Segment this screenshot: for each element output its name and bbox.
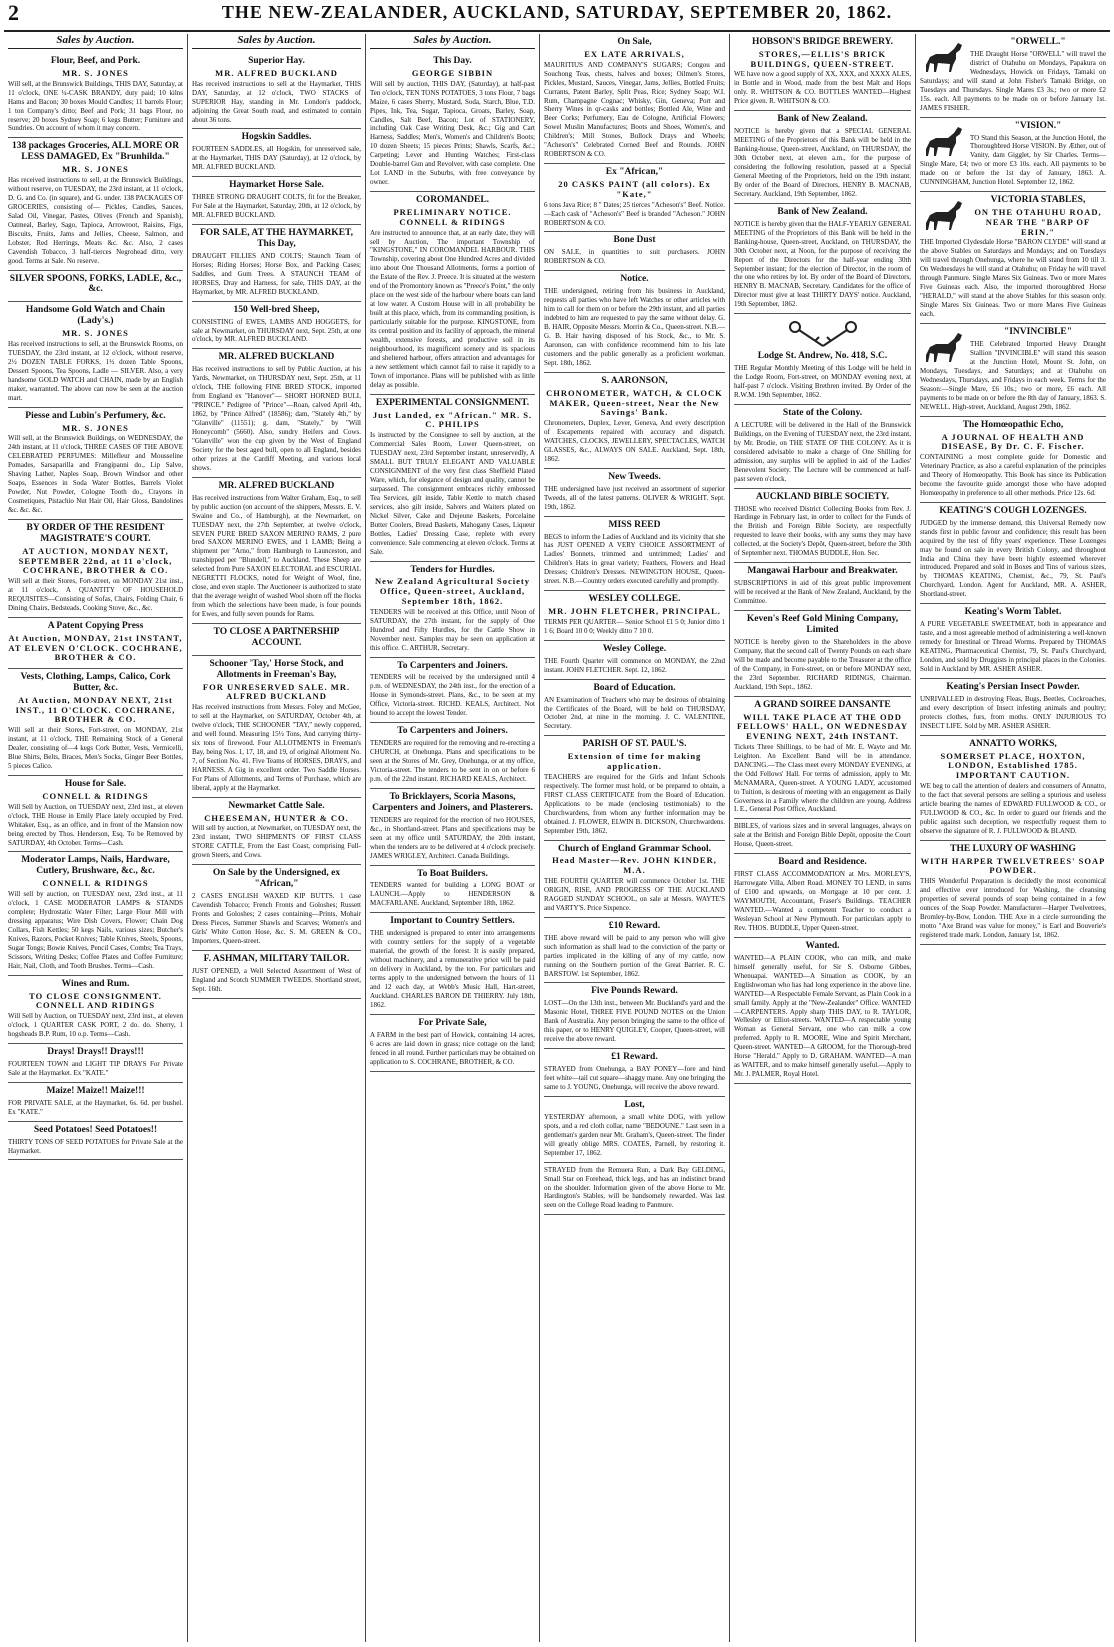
ad-body: BEGS to inform the Ladies of Auckland and its vicinity that she has JUST OPENED A VERY CHOICE ASSORTMENT of Ladies' Bonnets, trimmed and untrimmed; Ladies' and Children's Hats in great variety; Feathers, Flowers and Head Dresses; Children's Dresses. NEWINGTON HOUSE, Queen-street. N.B.—Country orders executed carefully and promptly. (544, 532, 725, 586)
ad-subtitle: MR. S. JONES (62, 164, 129, 175)
advertisement (544, 373, 725, 469)
advertisement (192, 624, 361, 656)
ad-title: Notice. (620, 274, 649, 285)
advertisement (370, 866, 535, 914)
ad-title: MISS REED (608, 519, 661, 530)
column-3 (366, 34, 540, 1642)
ad-title: Piesse and Lubin's Perfumery, &c. (25, 410, 166, 421)
ad-body: JUST OPENED, a Well Selected Assortment of West of England and Scotch SUMMER TWEEDS. Shortland street, Sept. 16th. (192, 966, 361, 993)
ad-title: Important to Country Settlers. (390, 916, 515, 927)
ad-title: Lodge St. Andrew, No. 418, S.C. (757, 351, 888, 362)
advertisement (544, 469, 725, 517)
advertisement (734, 854, 911, 938)
ad-title: Moderator Lamps, Nails, Hardware, Cutlery, Brushware, &c., &c. (21, 855, 170, 877)
advertisement (8, 618, 183, 669)
column-header: Sales by Auction. (8, 34, 183, 49)
ad-subtitle: MR. S. JONES (62, 422, 129, 433)
advertisement (192, 177, 361, 225)
ad-body: CONSISTING of EWES, LAMBS AND HOGGETS, for sale at Newmarket, on THURSDAY next, Sept. 25th, at one o'clock, by MR. ALFRED BUCKLAND. (192, 317, 361, 344)
ad-title: A Patent Copying Press (47, 620, 144, 631)
ad-body: Tickets Three Shillings, to be had of Mr. E. Wayte and Mr. Leighton. An Excellent Band will be in attendance. DANCING.—The Class meet every MONDAY EVENING, at the Odd Fellows' Hall. For terms of admission, apply to Mr. McNAMARA, Queen-street. A YOUNG LADY, accustomed to Tuition, is desirous of meeting with an engagement as Daily Governess in a Family where the children are young. Address I. E., General Post Office, Auckland. (734, 742, 911, 814)
ad-subtitle: TO CLOSE CONSIGNMENT. CONNELL AND RIDINGS (29, 990, 162, 1011)
ad-body: THIS Wonderful Preparation is decidedly the most economical and effective ever introduced for Washing, the cleansing properties of several pounds of soap being contained in a few ounces of the Soap Powder. Manufacturer—Harper Twelvetrees, Bromley-by-Bow, London. THE Axe in a circle surrounding the motto "Axe Brand was value for money," is Earl and Bouverie's registered trade mark. London, January 1st, 1862. (920, 877, 1106, 939)
ad-subtitle: Just Landed, ex "African." MR. S. C. PHILIPS (372, 409, 533, 430)
advertisement (8, 53, 183, 138)
ad-body: THE Regular Monthly Meeting of this Lodge will be held in the Lodge Room, Fort-street, on MONDAY evening next, at half-past 7 o'clock. Visiting Brethren invited. By Order of the R.W.M. 19th September, 1862. (734, 364, 911, 400)
advertisement (8, 408, 183, 520)
advertisement (544, 1097, 725, 1163)
ad-body: DRAUGHT FILLIES AND COLTS; Staunch Team of Horses; Riding Horses; Horse Box, and Packing Cases; Saddles, and Gum Trees. A STAUNCH TEAM of HORSES, Dray and Harness, for sale, THIS DAY, at the Haymarket, by MR. ALFRED BUCKLAND. (192, 251, 361, 296)
ad-body: THE undersigned, retiring from his business in Auckland, requests all parties who have left Watches or other articles with him to call for them on or before the 29th instant, and all parties indebted to him are requested to pay the same without delay. G. B. HAIR, Opposite Messrs. Morrin & Co., Queen-street. N.B.—G. B. Hair having disposed of his Stock, &c., to Mr. S. Aaronson, can with confidence recommend him to his late customers and the public generally as a proficient workman. Sept. 18th, 1862. (544, 287, 725, 367)
ad-body: TENDERS are required for the erection of two HOUSES, &c., in Shortland-street. Plans and specifications may be seen at my office until SATURDAY, the 20th instant, when the tenders are to be delivered at 4 o'clock precisely. JAMES WRIGLEY, Architect. Canada Buildings. (370, 815, 535, 860)
ad-body: WE beg to call the attention of dealers and consumers of Annatto, to the fact that several persons are selling a spurious and useless article bearing the names of EDWARD FULLWOOD & CO., or FULLWOOD & CO., &c. In order to guard our friends and the public against such deception, we respectfully request them to observe the signature of R. J. FULLWOOD & BLAND. (920, 781, 1106, 835)
advertisement (734, 489, 911, 564)
ad-subtitle: Head Master—Rev. JOHN KINDER, M.A. (552, 855, 717, 876)
ad-subtitle: MR. S. JONES (62, 328, 129, 339)
ad-title: "VISION." (1014, 120, 1062, 131)
ad-body: NOTICE is hereby given that the HALF-YEARLY GENERAL MEETING of the Proprietors of this Bank will be held in the Banking-house, Queen-street, Auckland, on THURSDAY, the 30th October next, at Noon, for the purpose of receiving the Report of the Directors for the half-year ending 30th September instant; for the election of Director, in the room of the one who retires by lot. By order of the Board of Directors, HENRY B. MACNAB, Secretary. Candidates for the office of Director must give at least THIRTY DAYS' notice. Auckland, 19th September, 1862. (734, 219, 911, 309)
advertisement (734, 563, 911, 611)
advertisement (192, 302, 361, 350)
ad-body: Will sell, at the Brunswick Buildings, on WEDNESDAY, the 24th instant, at 11 o'clock, THREE CASES OF THE ABOVE CELEBRATED PERFUMES: Millefleur and Mousseline Pomades, Sarsaparilla and Frangipanni do., Lip Salve, Shaving Lather, Naples Soap, Brown Windsor and other Soaps, Essences in Soda Water Bottles, Barrels Violet Powder, Nut Powder, Cologne Tooth do., Crayons in Cosmetiques, Pistachio Nut Hair Oil, Hair Gloss, Bandolines &c. &c. &c. (8, 434, 183, 514)
crossed-keys-icon (734, 319, 911, 349)
advertisement (192, 129, 361, 177)
advertisement (920, 503, 1106, 605)
ad-body: TENDERS will be received at this Office, until Noon of SATURDAY, the 27th instant, for the supply of One Hundred and Fifty Hurdles, for the Cattle Show in November next. Samples may be seen on application at this office. C. ARTHUR, Secretary. (370, 607, 535, 652)
advertisement (370, 192, 535, 395)
ad-subtitle: MR. JOHN FLETCHER, PRINCIPAL. (548, 606, 721, 617)
page-number: 2 (8, 0, 19, 25)
ad-body: TERMS PER QUARTER— Senior School £1 5 0; Junior ditto 1 1 6; Board 10 0 0; Weekly ditto 7 10 0. (544, 617, 725, 635)
ad-body: THE Celebrated Imported Heavy Draught Stallion "INVINCIBLE" will stand this season at the Junction Hotel, Mount St. John, on Mondays, Tuesdays, and Saturdays; and at Otahuhu on Wednesdays, Thursdays, and Fridays in each week. Terms for the Season:—Single Mare, £6 10s.; two or more, £6 each. All payments to be made on or before the 8th day of January, 1863. S. NEWELL. High-street, Auckland, August 29th, 1862. (920, 339, 1106, 411)
ad-body: Has received instructions from Messrs. Foley and McGee, to sell at the Haymarket, on SATURDAY, October 4th, at twelve o'clock, THE SCHOONER "TAY," newly coppered, and well found. Measuring 15½ Tons, And carrying thirty-six tons of firewood. Four ALLOTMENTS in Freeman's Bay, being Nos. 1, 17, 18, and 19, of original Allotment No. 7, of Section No. 41. Five Teams of HORSES, DRAYS, and HARNESS. A Gig in excellent order. Two Saddle Horses. For Plans of Allotments, and Terms of Purchase, which are liberal, apply at the Haymarket. (192, 703, 361, 792)
ad-title: AUCKLAND BIBLE SOCIETY. (756, 491, 889, 502)
ad-title: For Private Sale, (418, 1017, 487, 1028)
ad-title: To Boat Builders. (417, 868, 488, 879)
ad-subtitle: CONNELL & RIDINGS (42, 790, 149, 801)
advertisement (920, 324, 1106, 417)
advertisement (8, 520, 183, 618)
ad-title: Bank of New Zealand. (777, 206, 868, 217)
column-4 (540, 34, 730, 1642)
ad-title: Lost, (624, 1099, 645, 1110)
ad-body: A FARM in the best part of Howick, containing 14 acres, 6 acres are laid down in grass; nice cottage on the land; fenced in all round. Further particulars may be obtained on application to S. COCHRANE, BROTHER, & CO. (370, 1030, 535, 1066)
column-header: Sales by Auction. (370, 34, 535, 49)
ad-title: Church of England Grammar School. (558, 843, 711, 854)
ad-body: THE Imported Clydesdale Horse "BARON CLYDE" will stand at the above Stables on Saturdays and Mondays; and on Tuesdays will travel through Onehunga, where he will stand from 10 till 3. On Wednesdays he will stand at Otahuhu; on Friday he will travel through Panmure. Single Mares Six Guineas. Two or more Mares Five Guineas each. Also, the imported thoroughbred Horse "HERALD," will stand at the above Stables for this season only. Single Mares Six Guineas. Two or more Mares Five Guineas each. (920, 238, 1106, 319)
ad-subtitle: AT AUCTION, MONDAY NEXT, SEPTEMBER 22nd, at 11 o'clock, COCHRANE, BROTHER & CO. (18, 545, 173, 576)
advertisement (920, 34, 1106, 118)
advertisement (734, 938, 911, 1084)
ad-subtitle: At Auction, MONDAY NEXT, 21st INST., 11 O'CLOCK. COCHRANE, BROTHER & CO. (15, 694, 176, 725)
advertisement (734, 34, 911, 111)
advertisement (544, 164, 725, 232)
advertisement (544, 271, 725, 373)
advertisement (8, 138, 183, 270)
ad-title: To Carpenters and Joiners. (397, 726, 508, 737)
advertisement (8, 669, 183, 776)
ad-body: THIRTY TONS OF SEED POTATOES for Private Sale at the Haymarket. (8, 1137, 183, 1155)
advertisement (544, 841, 725, 918)
ad-body: FOURTEEN TOWN and LIGHT TIP DRAYS For Private Sale at the Haymarket. Ex "KATE." (8, 1059, 183, 1077)
columns (4, 34, 1110, 1642)
advertisement (8, 976, 183, 1044)
ad-body: UNRIVALLED in destroying Fleas, Bugs, Beetles, Cockroaches, and every description of Insect infesting animals and poultry; protects clothes, furs, from moths. ONLY INJURIOUS TO INSECT LIFE. Sold by MR. ASHER ASHER. (920, 694, 1106, 730)
ad-title: Newmarket Cattle Sale. (228, 800, 325, 811)
ad-subtitle: GEORGE SIBBIN (411, 67, 494, 78)
ad-body: AN Examination of Teachers who may be desirous of obtaining the Certificates of the Board, will be held on THURSDAY, October 2nd, at nine in the morning. J. C. VALENTINE, Secretary. (544, 695, 725, 731)
ad-body: WANTED—A PLAIN COOK, who can milk, and make himself generally useful, for Sir S. Osborne Gibbes, Whenuapai. WANTED—A Situation as COOK, by an Englishwoman who has had long experience in the above line. WANTED—A Respectable Female Servant, as Plain Cook in a small family. Apply at the "New-Zealander" Office. WANTED—CARPENTERS. Apply sharp THIS DAY, to R. TAYLOR, Wellesley or Elliot-streets. WANTED—A respectable young Woman as General Servant, one who can milk a cow preferred. Apply to R. MOORE, Wine and Spirit Merchant, Queen-street. WANTED—A GROOM, for the Thorough-bred Horse "Herald." Apply to D. GRAHAM. WANTED—A man as WAITER, and to make himself generally useful.—Apply to Mr. J. PALMER, Royal Hotel. (734, 953, 911, 1079)
ad-title: Bone Dust (613, 235, 656, 246)
ad-title: Board of Education. (593, 682, 676, 693)
ad-subtitle: Extension of time for making application. (567, 751, 702, 772)
advertisement (544, 1163, 725, 1216)
ad-body: FIRST CLASS ACCOMMODATION at Mrs. MORLEY'S, Harrowgate Villa, Albert Road. MONEY TO LEND, in sums of £100 and upwards, on Mortgage at 10 per cent. J. WAYMOUTH, Accountant, Fraser's Buildings. TEACHER WANTED.—Wanted a competent Teacher to conduct a Wesleyan School at New Plymouth. For particulars apply to Rev. THOS. BUDDLE, Upper Queen-street. (734, 870, 911, 932)
ad-title: Keating's Persian Insect Powder. (946, 681, 1080, 692)
ad-body: THE Fourth Quarter will commence on MONDAY, the 22nd instant. JOHN FLETCHER. Sept. 12, 1862. (544, 656, 725, 674)
ad-title: Flour, Beef, and Pork. (50, 56, 141, 66)
ad-subtitle: SOMERSET PLACE, HOXTON, LONDON, Established 1785. IMPORTANT CAUTION. (940, 750, 1086, 781)
ad-body: THOSE who received District Collecting Books from Rev. J. Hardinge in February last, in order to collect for the Funds of the British and Foreign Bible Society, are respectfully requested to leave their books, with any sums they may have collected, at the Society's Depôt, Queen-street, before the 30th of September next. THOMAS BUDDLE, Hon. Sec. (734, 504, 911, 558)
ad-title: ANNATTO WORKS, (969, 738, 1057, 749)
ad-subtitle: FOR UNRESERVED SALE. MR. ALFRED BUCKLAND (202, 681, 351, 702)
ad-title: Wesley College. (602, 643, 667, 654)
ad-title: State of the Colony. (782, 408, 863, 418)
ad-subtitle: EX LATE ARRIVALS, (584, 48, 685, 59)
advertisement (192, 656, 361, 798)
ad-subtitle: At Auction, MONDAY, 21st INSTANT, AT ELEVEN O'CLOCK. COCHRANE, BROTHER & CO. (8, 632, 183, 663)
ad-body: A PURE VEGETABLE SWEETMEAT, both in appearance and taste, and a most agreeable method of administering a well-known remedy for Intestinal or Thread Worms. Prepared by THOMAS KEATING, Pharmaceutical Chemist, 79, St. Paul's Churchyard, London, and sold by Druggists in principal places in the Colonies. Sold in Auckland by MR. ASHER ASHER. (920, 620, 1106, 673)
ad-title: "ORWELL." (1010, 37, 1066, 47)
masthead (4, 0, 1110, 32)
ad-title: Five Pounds Reward. (591, 986, 678, 997)
advertisement (734, 697, 911, 820)
ad-body: TENDERS will be received by the undersigned until 4 p.m. of WEDNESDAY, the 24th inst., for the erection of a House in Symonds-street. Plans, &c., to be seen at my Office, Victoria-street. RICHD. KEALS, Architect. Not bound to accept the lowest Tender. (370, 673, 535, 718)
ad-title: Wines and Rum. (61, 978, 130, 989)
ad-body: THE above reward will be paid to any person who will give such information as shall lead to the conviction of the party or parties implicated in the killing of any of my cattle, now running on the Southern portion of the Great Barrier. R. C. BARSTOW. 1st September, 1862. (544, 933, 725, 978)
ad-body: JUDGED by the immense demand, this Universal Remedy now stands first in public favour and confidence; this result has been acquired by the test of fifty years' experience. These Lozenges may be found on sale in every British Colony, and throughout India and China they have been highly esteemed wherever introduced. Prepared and sold in Boxes and Tins of various sizes, by THOMAS KEATING, Chemist, &c., 79, St. Paul's Churchyard, London. Agent for Auckland, MR. A. ASHER, Shortland-street. (920, 518, 1106, 599)
ad-title: Mangawai Harbour and Breakwater. (747, 566, 898, 577)
ad-body: ON SALE, in quantities to suit purchasers. JOHN ROBERTSON & CO. (544, 248, 725, 266)
ad-title: A GRAND SOIREE DANSANTE (754, 699, 891, 710)
ad-title: SILVER SPOONS, FORKS, LADLE, &c., &c. (9, 273, 182, 295)
advertisement (8, 1044, 183, 1083)
ad-title: 150 Well-bred Sheep, (233, 304, 320, 315)
ad-title: The Homœopathic Echo, (962, 419, 1064, 430)
ad-title: Hogskin Saddles. (241, 132, 312, 143)
ad-subtitle: STORES,—ELLIS'S BRICK BUILDINGS, QUEEN-STREET. (750, 48, 895, 69)
ad-body: Chronometers, Duplex, Lever, Geneva, And every description of Escapements repaired with accuracy and dispatch. WATCHES, CLOCKS, JEWELLERY, SPECTACLES, WATCH GLASSES, &c., ALWAYS ON SALE. Auckland, Sept. 18th, 1862. (544, 419, 725, 463)
advertisement (192, 478, 361, 624)
advertisement (192, 53, 361, 129)
ad-body: Will Sell by Auction, on TUESDAY next, 23rd inst., at eleven o'clock, THE House in Emily Place lately occupied by Fred. Whitaker, Esq., as an office, and in front of the Mansion now being erected by Thos. Henderson, Esq. To be Removed by SATURDAY, 4th October. Terms—Cash. (8, 802, 183, 847)
ad-body: Will sell at their Stores, Fort-street, on MONDAY 21st inst., at 11 o'clock, A QUANTITY OF HOUSEHOLD REQUISITES—Consisting of Sofas, Chairs, Folding Chair, 6 Dining Chairs, Bedsteads, Cooking Stove, &c., &c. (8, 577, 183, 612)
ad-body: THREE STRONG DRAUGHT COLTS, fit for the Breaker, For Sale at the Haymarket, Saturday, 20th, at 12 o'clock, by MR. ALFRED BUCKLAND. (192, 193, 361, 220)
ad-subtitle: 20 CASKS PAINT (all colors). Ex "Kate," (558, 179, 711, 199)
advertisement (370, 913, 535, 1015)
ad-body: Will sell by auction, THIS DAY, (Saturday), at half-past Ten o'clock, TEN TONS POTATOES, 3 tons Flour, 7 bags Maize, 6 cases Sherry, Mustard, Soda, Starch, Blue, T.D. Pipes, Ink, Tea, Sugar, Tapioca, Groats, Barley, Soap, Candles, Salt Beef, Bacon; Lot of STATIONERY, including Oak Case Writing Desk, &c.; Gig and Cart Harness, Saddles; Men's, Women's and Children's Boots; 10 dozen Sheets; 15 pieces Prints; Shawls, Scarfs, &c.; Carpeting; Lever and Hunting Watches; First-class Double-barrel Gun and Revolver, with case complete. One Lot LAND in the Suburbs, with free conveyance by owner. (370, 79, 535, 187)
ad-body: Has received instructions to sell, at the Brunswick Buildings, without reserve, on TUESDAY, the 23rd instant, at 11 o'clock, D. G. and Co. (in square), and G. under. 138 PACKAGES OF GROCERIES, consisting of— Pickles, Candles, Sauces, Salad Oil, Vinegar, Pastes, Olives (French and Spanish), Oatmeal, Barley, Sago, Tapioca, Arrowroot, Raisins, Figs, Biscuits, Fruits, Jams and Jellies, Cheese, Salmon, and Lobster, Red Herrings, Meats &c. &c. Also, 2 cases Cavendish Tobacco, 3 half-tierces Negrohead ditto, very good. Terms at Sale. No reserve. (8, 176, 183, 265)
advertisement (734, 314, 911, 405)
ad-body: FOR PRIVATE SALE, at the Haymarket, 6s. 6d. per bushel. Ex "KATE." (8, 1098, 183, 1116)
ad-body: NOTICE is hereby given that a SPECIAL GENERAL MEETING of the Proprietors of this Bank will be held in the Banking-house, Queen-street, Auckland, on THURSDAY, the 30th October next, at eleven a.m., for the purpose of considering the following resolution, passed at a Special General Meeting of the Proprietors, held on the 19th instant. By order of the Board of Directors, HENRY B. MACNAB, Secretary. Auckland, 19th September, 1862. (734, 127, 911, 198)
ad-subtitle: ON THE OTAHUHU ROAD, NEAR THE "BARP OF ERIN." (974, 207, 1102, 237)
ad-body: THE Draught Horse "ORWELL" will travel the district of Otahuhu on Mondays, Papakura on Wednesdays, Howick on Fridays, Tamaki on Saturdays; and will stand at John Fisher's Tamaki Bridge, on Tuesdays and Thursdays. Single Mares £3 3s.; two or more £2 15s. each. All payments to be made on or before January 1st. JAMES FISHER. (920, 49, 1106, 112)
advertisement (734, 611, 911, 697)
ad-title: FOR SALE, AT THE HAYMARKET, This Day, (199, 228, 354, 249)
ad-title: WESLEY COLLEGE. (588, 594, 681, 605)
ad-title: To Carpenters and Joiners. (397, 660, 508, 671)
ad-body: TENDERS wanted for building a LONG BOAT or LAUNCH.—Apply to HENDERSON & MACFARLANE. Auckland, September 18th, 1862. (370, 881, 535, 908)
ad-title: EXPERIMENTAL CONSIGNMENT. (375, 397, 530, 408)
ad-body: 2 CASES ENGLISH WAXED KIP BUTTS. 1 case Cavendish Tobacco; French Fronts and Goloshes; Russett Fronts and Goloshes; 2 cases containing—Prints, Mohair Dress Pieces, Summer Shawls and Scarves; Women's and Girls' White Cotton Hose, &c. S. M. GREEN & CO., Importers, Queen-street. (192, 892, 361, 945)
ad-body: Will sell at their Stores, Fort-street, on MONDAY, 21st instant, at 11 o'clock, THE Remaining Stock of a General Dealer, consisting of—4 kegs Cork Butter, Vests, Vermicelli, Blue Shirts, Belts, Braces, Men's Socks, Ginger Beer Bottles, 5 pieces Calico. (8, 726, 183, 771)
ad-body: STRAYED from Onehunga, a BAY PONEY—fore and hind feet white—tail cut square—shaggy mane. Any one bringing the same to J. YOUNG, Onehunga, will receive the above reward. (544, 1065, 725, 1091)
ad-body: NOTICE is hereby given to the Shareholders in the above Company, that the second call of Twenty Pounds on each share will be made and become payable to the Treasurer at the office of the Company, in Fore-street, on or before MONDAY next, the 23rd September. RICHARD RIDINGS, Chairman. Auckland, 19th Sept., 1862. (734, 637, 911, 691)
ad-title: House for Sale. (64, 779, 127, 790)
ad-title: Wanted. (805, 940, 840, 951)
ad-body: CONTAINING a most complete guide for Domestic and Veterinary Practice, as also a careful explanation of the principles and Theory of Homœopathy. This Book has since its Publication become the favourite guide amongst those who have adopted Homœopathy in preference to all other methods. Price 12s. 6d. (920, 453, 1106, 497)
ad-body: FOURTEEN SADDLES, all Hogskin, for unreserved sale, at the Haymarket, THIS DAY (Saturday), at 12 o'clock, by MR. ALFRED BUCKLAND. (192, 145, 361, 172)
ad-body: Are instructed to announce that, at an early date, they will sell by Auction, The important Township of "KINGSTONE," IN COROMANDEL HARBOUR. THIS Township, covering about One Hundred Acres and divided into about One Thousand Allotments, forms a portion of the Estate of the Rev. J. Preece. It is situated at the western end of the Promontory known as "Preece's Point," the only place on the west side of the harbour where boats can land at low water. A Custom House will in all probability be built at this place, which, from its commanding position, is particularly suitable for the purpose. KINGSTONE, from its central position and its facility of approach, the mineral wealth, extensive forests, and productive soil in its neighbourhood, its magnificent scenery and its spacious and sheltered harbour, offers attraction and advantages for a new settlement which cannot fail to raise it rapidly to a Town of importance. Plans will be published with as little delay as possible. (370, 228, 535, 389)
column-6 (916, 34, 1110, 1642)
ad-subtitle: WILL TAKE PLACE AT THE ODD FELLOWS' HALL, ON WEDNESDAY EVENING NEXT, 24th INSTANT. (736, 711, 909, 742)
ad-title: On Sale by the Undersigned, ex "African," (212, 868, 341, 890)
ad-body: Has received instructions from Walter Graham, Esq., to sell by public auction (on account of the shippers, Messrs. E. V. Swaine and Co., of Hamburgh), at the Newmarket, on TUESDAY next, the 27th September, at twelve o'clock, SEVEN PURE BRED SAXON MERINO RAMS, 2 pure bred SAXON MERINO EWES, and 1 LAMB; Being a shipment per "Arno," from Hamburgh to Launceston, and transhipped per "Blundell," to Auckland. These Sheep are selected from Pure SAXON ELECTORAL and ESCURIAL NEGRETTI FLOCKS, noted for Weight of Wool, fine, close, and even staple. The Auctioneer is authorized to state that the average weight of washed Wool shorn off the flocks from which the selections have been made, is four pounds for Ewes, and fully seven pounds for Rams. (192, 493, 361, 619)
ad-body: Will sell by auction, at Newmarket, on TUESDAY next, the 23rd instant, TWO SHIPMENTS OF FIRST CLASS STORE CATTLE, From the East Coast, comprising Full-grown Steers, and Cows. (192, 824, 361, 860)
advertisement (370, 658, 535, 724)
ad-title: Keating's Worm Tablet. (964, 607, 1062, 618)
advertisement (734, 405, 911, 489)
ad-title: PARISH OF ST. PAUL'S. (582, 739, 687, 750)
ad-title: Ex "African," (605, 167, 664, 178)
advertisement (544, 34, 725, 164)
ad-title: BY ORDER OF THE RESIDENT MAGISTRATE'S COURT. (26, 522, 165, 544)
ad-body: Will Sell by Auction, on TUESDAY next, 23rd inst., at eleven o'clock, 1 QUARTER CASK PORT, 2 do. do. Sherry, 1 hogsheads B.P. Rum, 10 o.p. Terms—Cash. (8, 1012, 183, 1039)
advertisement (920, 604, 1106, 679)
advertisement (192, 951, 361, 999)
ad-title: MR. ALFRED BUCKLAND (218, 480, 335, 491)
ad-body: Has received instructions to sell, at the Brunswick Rooms, on TUESDAY, the 23rd instant, at 12 o'clock, without reserve, 2½ DOZEN TABLE FORKS, 1½ dozen Table Spoons, Dessert Spoons, Tea Spoons, Ladle — SILVER. Also, a very handsome GOLD WATCH and CHAIN, made by an English maker, warranted. The above can now be seen at the auction mart. (8, 340, 183, 402)
advertisement (370, 1015, 535, 1072)
ad-subtitle: A JOURNAL OF HEALTH AND DISEASE, By Dr. C. F. Fischer. (941, 431, 1085, 452)
ad-subtitle: CONNELL & RIDINGS (42, 878, 149, 889)
ad-title: THE LUXURY OF WASHING (950, 843, 1076, 854)
ad-title: "INVINCIBLE" (1003, 327, 1073, 338)
column-2 (188, 34, 366, 1642)
ad-subtitle: CHEESEMAN, HUNTER & CO. (204, 812, 349, 823)
advertisement (8, 271, 183, 303)
advertisement (370, 562, 535, 658)
ad-title: Handsome Gold Watch and Chain (Lady's.) (25, 305, 166, 327)
ad-title: S. AARONSON, (601, 375, 668, 386)
advertisement (8, 852, 183, 975)
advertisement (920, 417, 1106, 503)
ad-title: Seed Potatoes! Seed Potatoes!! (33, 1124, 158, 1135)
advertisement (734, 819, 911, 854)
ad-body: A LECTURE will be delivered in the Hall of the Brunswick Buildings, on the Evening of TUESDAY next, the 23rd instant, by Mr. Brodie, on THE STATE OF THE COLONY. As it is considered advisable to make a charge of One Shilling for admission, any surplus will be applied in aid of the Ladies' Benevolent Society. The Lecture will be commenced at half-past seven o'clock. (734, 420, 911, 483)
ad-title: £10 Reward. (608, 920, 661, 931)
advertisement (544, 1049, 725, 1097)
advertisement (544, 736, 725, 840)
ad-body: MAURITIUS AND COMPANY'S SUGARS; Congou and Souchong Teas, chests, halves and boxes; Oilmen's Stores, Pickles, Mustard, Sauces, Vinegar, Jams, Jellies, Bottled Fruits; Currants, Patent Barley, Split Peas, Rice; Sydney Soap; W.I. Rum, Champagne Cognac; Whisky, Gin, Geneva; Port and Sherry Wines in qr-casks and bottles; Bottled Ale, Wine and Beer Corks; Perfumery, Eau de Cologne, Artificial Flowers; Sowel Muslin Manufactures; Boots and Shoes, Women's, and Children's; Mill Stones, Bullock Drays and Wheels; "Acheson's" Celebrated Corned Beef and Rounds. JOHN ROBERTSON & CO. (544, 60, 725, 159)
advertisement (544, 983, 725, 1049)
advertisement (192, 349, 361, 477)
advertisement (544, 680, 725, 737)
ad-subtitle: CHRONOMETER, WATCH, & CLOCK MAKER, Queen-street, Near the New Savings' Bank. (546, 387, 723, 418)
ad-body: Has received instructions to sell at the Haymarket, THIS DAY, Saturday, at 12 o'clock, TWO STACKS of SUPERIOR Hay, standing in Mr. London's paddock, adjoining the Great South road, and estimated to contain about 36 tons. (192, 79, 361, 124)
advertisement (370, 723, 535, 789)
advertisement (8, 302, 183, 407)
ad-title: On Sale, (617, 37, 652, 47)
ad-title: Schooner 'Tay,' Horse Stock, and Allotments in Freeman's Bay, (209, 658, 344, 680)
advertisement (192, 225, 361, 302)
ad-body: Has received instructions to sell by Public Auction, at his Yards, Newmarket, on THURSDAY next, Sept. 25th, at 11 o'clock, THE following FINE BRED STOCK, imported from England ex "Hanover"— SHORT HORNED BULL "PRINCE." Pedigree of "Prince"—Roan, calved April 4th, 1862, by "Prince Alfred" (18586); dam, "Stately 4th," by "Glanville" (11551); g. dam, "Stately," by "Will Honeycomb" (5660). Also, sundry Heifers and Cows. "Glanville" won the cup given by the West of England Society for the best aged bull, open to all England, besides other prizes at the Cardiff Meeting, and various local shows. (192, 365, 361, 472)
column-header: Sales by Auction. (192, 34, 361, 49)
ad-title: Superior Hay. (248, 56, 305, 66)
advertisement (544, 591, 725, 641)
ad-subtitle: New Zealand Agricultural Society Office, Queen-street, Auckland, September 18th, 1862. (374, 576, 530, 606)
ad-body: BIBLES, of various sizes and in several languages, always on sale at the British and Foreign Bible Depôt, opposite the Court House, Queen-street. (734, 822, 911, 849)
advertisement (544, 641, 725, 680)
advertisement (920, 118, 1106, 193)
ad-body: SUBSCRIPTIONS in aid of this great public improvement will be received at the Bank of New Zealand, Auckland, by the Committee. (734, 579, 911, 606)
ad-title: New Tweeds. (608, 471, 661, 482)
ad-body: 6 tons Java Rice; 8 " Dates; 25 tierces "Acheson's" Beef. Notice.—Each cask of "Acheson's" Beef is branded "Acheson." JOHN ROBERTSON & CO. (544, 200, 725, 227)
advertisement (920, 736, 1106, 841)
ad-body: TO Stand this Season, at the Junction Hotel, the Thoroughbred Horse VISION. By Æther, out of Vanity, dam Gigglet, by Sir Charles. Terms—Single Mare, £4; two or more £3 10s. each. All payments to be made on or before the 1st day of January, 1863. A. CUNNINGHAM, Junction Hotel. September 12, 1862. (920, 133, 1106, 187)
ad-body: STRAYED from the Remuera Run, a Dark Bay GELDING, Small Star on Forehead, thick legs, and has an indistinct brand on the shoulder. Information given of the above Horse to Mr. Hardington's Stables, will be handsomely rewarded. Was last seen on the College Road leading to Panmure. (544, 1165, 725, 1210)
advertisement (544, 918, 725, 984)
advertisement (920, 192, 1106, 324)
ad-title: 138 packages Groceries, ALL MORE OR LESS DAMAGED, Ex "Brunhilda." (11, 141, 180, 163)
column-5 (730, 34, 916, 1642)
ad-title: To Bricklayers, Scoria Masons, Carpenters and Joiners, and Plasterers. (372, 791, 533, 813)
ad-title: Board and Residence. (778, 857, 867, 868)
ad-title: COROMANDEL. (415, 195, 490, 206)
ad-title: £1 Reward. (611, 1052, 658, 1063)
ad-body: Will sell by auction, on TUESDAY next, 23rd inst., at 11 o'clock, 1 CASE MODERATOR LAMPS & STANDS complete; Hydrostatic Water Filter; Large Flour Mill with dressing apparatus; Wire Dish Covers, Flower; Chain Dog Collars, Fish Kettles; 50 kegs Nails, various sizes; Butcher's Knives, Razors, Pocket Knives; Table Knives, Steels, Spoons, Sugar Tongs; Bowie Knives, Pencil Cases, Combs; Tea Trays, Scissors, Writing Desks; Coffee Plates and Coffee Furniture; Hair, Nail, Cloth, and Tooth Brushes. Terms—Cash. (8, 890, 183, 970)
ad-title: Vests, Clothing, Lamps, Calico, Cork Butter, &c. (20, 672, 171, 694)
advertisement (192, 865, 361, 951)
ad-title: Tenders for Hurdles. (410, 564, 495, 575)
ad-title: This Day. (433, 56, 472, 66)
ad-body: THE FOURTH QUARTER will commence October 1st. THE ORIGIN, RISE, AND PROGRESS OF THE AUCKLAND RAGGED SUNDAY SCHOOL, on sale at Messrs. WAYTE'S and VARTY'S. Price Sixpence. (544, 876, 725, 912)
ad-body: WE have now a good supply of XX, XXX, and XXXX ALES, in Bottle and in Wood, made from the best Malt and Hops only. R. WHITSON & CO. BOTTLES WANTED—Highest Price given. R. WHITSON & CO. (734, 70, 911, 106)
ad-body: TENDERS are required for the removing and re-erecting a CHURCH, at Onehunga. Plans and specifications to be seen at the Stores of Mr. Grey, Onehunga, or at my office, Victoria-street. The tenders to be sent in on or before 6 p.m. of the 22nd instant. RICHARD KEALS, Architect. (370, 739, 535, 783)
advertisement (8, 1083, 183, 1122)
ad-subtitle: MR. S. JONES (62, 67, 129, 78)
ad-title: HOBSON'S BRIDGE BREWERY. (751, 37, 894, 47)
advertisement (370, 789, 535, 866)
ad-title: VICTORIA STABLES, (990, 195, 1086, 206)
newspaper-title: THE NEW-ZEALANDER, AUCKLAND, SATURDAY, SEPTEMBER 20, 1862. (221, 2, 893, 22)
ad-subtitle: MR. ALFRED BUCKLAND (215, 67, 338, 78)
ad-body: THE undersigned is prepared to enter into arrangements with country settlers for the supply of a vegetable material, the growth of the forest. It is easily prepared, without machinery, and a remunerative price will be paid on delivery in Auckland, by the ton. For particulars and terms apply to the undersigned between the hours of 11 and 12 each day, at Webb's Music Hall, Hart-street, Auckland. CHARLES BARON DE THIERRY. July 18th, 1862. (370, 929, 535, 1009)
advertisement (370, 53, 535, 192)
ad-body: YESTERDAY afternoon, a small white DOG, with yellow spots, and a red cloth collar, name "BEDOUNE." Last seen in a gentleman's garden near Mt. Graham's, Queen-street. The finder will greatly oblige MRS. COATES, Parnell, by restoring it. September 17, 1862. (544, 1112, 725, 1157)
ad-title: Bank of New Zealand. (777, 114, 868, 125)
ad-title: Haymarket Horse Sale. (229, 180, 324, 191)
ad-body: TEACHERS are required for the Girls and Infant Schools respectively. The former must hold, or be prepared to obtain, a FIRST CLASS CERTIFICATE from the Board of Education. Applications to be made (enclosing testimonials) to the Churchwardens, from whom any further information may be obtained. J. FLOWER, ELWIN B. DICKSON, Churchwardens. September 19th, 1862. (544, 772, 725, 835)
ad-body: Will sell, at the Brunswick Buildings, THIS DAY, Saturday, at 11 o'clock, ONE ¼-CASK BRANDY, duty paid; 10 kilns Hams and Bacon; 30 boxes Mould Candles; 11 barrels Flour; 1 ton Company's ditto; Beef and Pork; 31 bags Flour, no reserve; 20 boxes Sydney Soap; 6 kegs Butter; Furniture and Sundries. On account of whom it may concern. (8, 79, 183, 133)
ad-title: Maize! Maize!! Maize!!! (46, 1085, 145, 1096)
ad-subtitle: PRELIMINARY NOTICE. CONNELL & RIDINGS (393, 207, 512, 227)
advertisement (8, 776, 183, 852)
ad-subtitle: WITH HARPER TWELVETREES' SOAP POWDER. (920, 855, 1106, 876)
ad-title: F. ASHMAN, MILITARY TAILOR. (203, 953, 350, 964)
ad-body: LOST—On the 13th inst., between Mr. Buckland's yard and the Masonic Hotel, THREE FIVE POUND NOTES on the Union Bank of Australia. Any person bringing the same to the office of this paper, or to HENRY QUIGLEY, Cooper, Queen-street, will receive the above reward. (544, 999, 725, 1044)
ad-title: Drays! Drays!! Drays!!! (47, 1046, 144, 1057)
advertisement (544, 232, 725, 271)
ad-title: Keven's Reef Gold Mining Company, Limited (746, 614, 899, 635)
ad-title: TO CLOSE A PARTNERSHIP ACCOUNT. (213, 627, 340, 648)
ad-title: KEATING'S COUGH LOZENGES. (939, 505, 1087, 516)
ad-body: Is instructed by the Consignee to sell by auction, at the Commercial Sales Room, Lower Queen-street, on TUESDAY next, 23rd September instant, unreservedly, A SMALL BUT TRULY ELEGANT AND VALUABLE CONSIGNMENT of the very first class Sheffield Plated Ware, which, for elegance of design and quality, cannot be surpassed. The consignment embraces richly embossed Tea Services, gilt inside, Table Kettle to match chased services, also gilt inside, Salvers and Waiters plated on Nickel Silver, Cake and Dejeune Baskets, Porcelaine Butter Coolers, Bread Baskets, Mahogany Cases, Liqueur Bottles, Ladies' Dressing Case, replete with every convenience. Sale commencing at eleven o'clock. Terms at Sale. (370, 431, 535, 556)
advertisement (920, 841, 1106, 945)
advertisement (734, 204, 911, 314)
advertisement (544, 517, 725, 592)
advertisement (192, 798, 361, 866)
ad-title: MR. ALFRED BUCKLAND (218, 352, 335, 363)
advertisement (370, 395, 535, 562)
advertisement (734, 111, 911, 204)
column-1 (4, 34, 188, 1642)
advertisement (8, 1122, 183, 1161)
advertisement (920, 679, 1106, 736)
ad-body: THE undersigned have just received an assortment of superior Tweeds, all of the latest patterns. OLIVER & WRIGHT. Sept. 19th, 1862. (544, 484, 725, 511)
